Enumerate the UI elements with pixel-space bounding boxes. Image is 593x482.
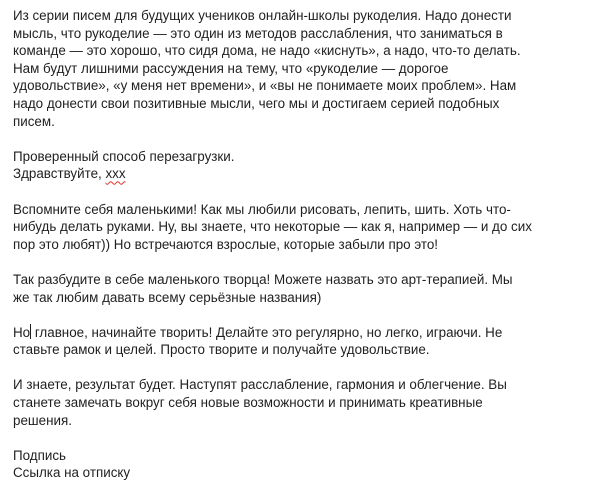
text-line [13, 324, 588, 342]
text-line: Вспомните себя маленькими! Как мы любили рисовать, лепить, шить. Хоть что- [13, 201, 511, 217]
greeting-prefix: Здравствуйте, [13, 166, 106, 182]
signature-text: Подпись [13, 447, 66, 463]
paragraph-start-creating [13, 324, 588, 359]
greeting-line [13, 165, 588, 183]
text-line: Так разбудите в себе маленького творца! Можете назвать это арт-терапией. Мы [13, 271, 513, 287]
recipient-name-misspelled: ххх [105, 166, 126, 182]
text-after-caret: главное, начинайте творить! Делайте это регулярно, но легко, играючи. Не [31, 324, 503, 340]
text-line: пор это любят)) Но встречаются взрослые, которые забыли про это! [13, 236, 439, 252]
footer-block [13, 447, 588, 482]
text-line: удовольствие», «у меня нет времени», и «вы не понимаете моих проблем». Нам [13, 78, 517, 94]
text-line: мысль, что рукоделие — это один из методов расслабления, что заниматься в [13, 25, 503, 41]
text-line: писем. [13, 113, 55, 129]
text-line: И знаете, результат будет. Наступят расслабление, гармония и облегчение. Вы [13, 377, 507, 393]
text-line: нибудь делать руками. Ну, вы знаете, что некоторые — как я, например — и до сих [13, 219, 532, 235]
document-body[interactable] [13, 7, 588, 482]
text-line: команде — это хорошо, что сидя дома, не надо «киснуть», а надо, что-то делать. [13, 43, 521, 59]
text-line: ставьте рамок и целей. Просто творите и получайте удовольствие. [13, 342, 430, 358]
paragraph-remember-childhood [13, 201, 588, 254]
paragraph-result [13, 376, 588, 429]
subject-and-greeting [13, 148, 588, 183]
intro-paragraph [13, 7, 588, 130]
unsubscribe-link-text: Ссылка на отписку [13, 465, 131, 481]
text-line: Нам будут лишними рассуждения на тему, что «рукоделие — дорогое [13, 60, 449, 76]
paragraph-awaken-creator [13, 271, 588, 306]
text-line: же так любим давать всему серьёзные названия) [13, 289, 322, 305]
email-subject: Проверенный способ перезагрузки. [13, 148, 235, 164]
text-line: станете замечать вокруг себя новые возможности и принимать креативные [13, 395, 483, 411]
text-line: надо донести свои позитивные мысли, чего мы и достигаем серией подобных [13, 95, 500, 111]
text-line: решения. [13, 412, 72, 428]
text-line: Из серии писем для будущих учеников онлайн-школы рукоделия. Надо донести [13, 8, 512, 23]
text-before-caret: Но [13, 324, 31, 340]
